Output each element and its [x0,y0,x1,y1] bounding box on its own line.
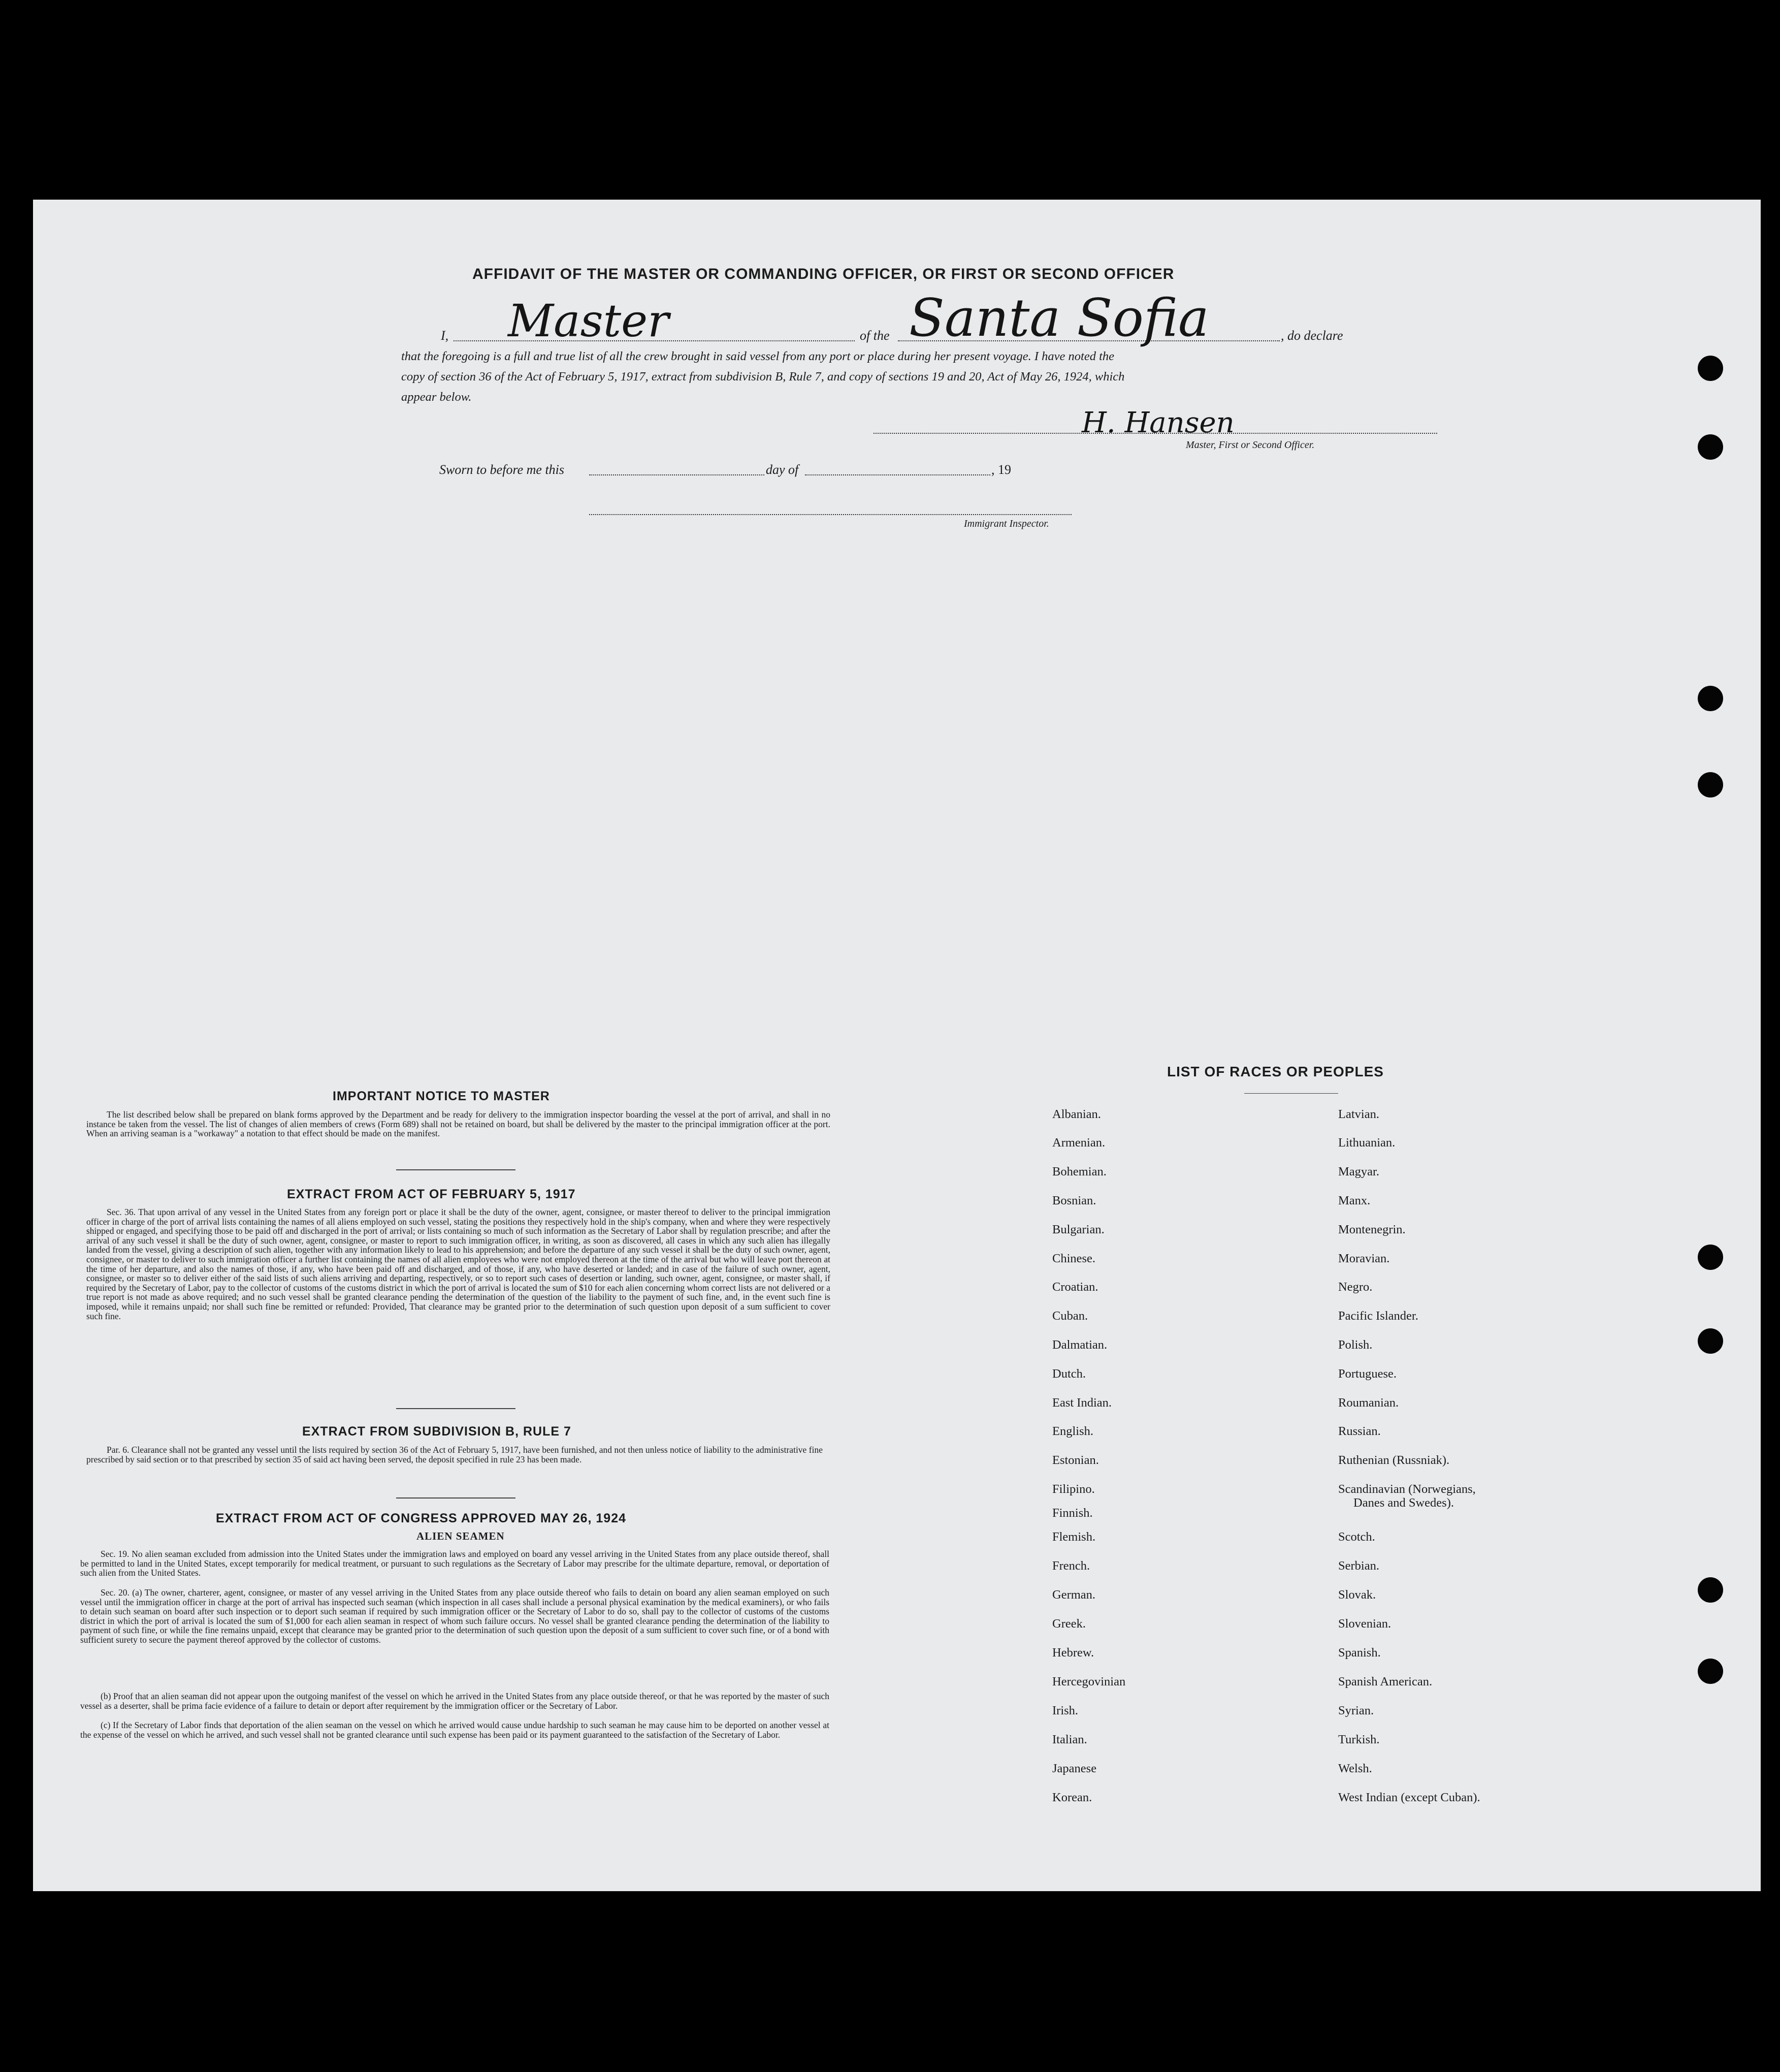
handwritten-vessel-name: Santa Sofia [909,288,1209,348]
race-item: West Indian (except Cuban). [1338,1791,1480,1804]
race-item: English. [1052,1424,1093,1438]
divider [1244,1093,1338,1094]
affidavit-body-line-2: that the foregoing is a full and true list of all the crew brought in said vessel from any port or place during her present voyage. I have noted the [401,349,1115,363]
races-heading: LIST OF RACES OR PEOPLES [1167,1064,1384,1079]
race-item: Dalmatian. [1052,1338,1108,1352]
race-item: Welsh. [1338,1762,1372,1775]
race-item: Lithuanian. [1338,1136,1396,1150]
race-item: Polish. [1338,1338,1373,1352]
affidavit-heading: AFFIDAVIT OF THE MASTER OR COMMANDING OFFICER, OR FIRST OR SECOND OFFICER [472,266,1175,282]
affidavit-do-declare: , do declare [1281,328,1343,343]
affidavit-of-the-label: of the [860,328,890,343]
race-item: Magyar. [1338,1165,1379,1178]
extract-1924-subheading: ALIEN SEAMEN [416,1530,505,1542]
extract-1924-sec19: Sec. 19. No alien seaman excluded from admission into the United States under the immigration laws and employed on board any vessel arriving in the United States from any place outside thereof, shall be permitted to land in the United States, except temporarily for medical treatment, or pursuant to such regulations as the Secretary of Labor may prescribe for the ultimate departure, removal, or deportation of such alien from the United States. [80,1549,829,1578]
binder-hole [1698,772,1723,798]
sworn-year: , 19 [991,462,1011,477]
extract-1924-sec20a: Sec. 20. (a) The owner, charterer, agent, consignee, or master of any vessel arriving in the United States from any place outside thereof who fails to detain on board any alien seaman employed on such vessel until the immigration officer in charge at the port of arrival has inspected such seaman (which inspection in all cases shall include a personal physical examination by the medical examiners), or who fails to detain such seaman on board after such inspection or to deport such seaman if required by such immigration officer or the Secretary of Labor to do so, shall pay to the collector of customs of the customs district in which the port of arrival is located the sum of $1,000 for each alien seaman in respect of whom such failure occurs. No vessel shall be granted clearance pending the determination of the liability to payment of such fine, or while the fine remains unpaid, except that clearance may be granted prior to the determination of such question upon the deposit of a sum sufficient to cover such fine, or of a bond with sufficient surety to secure the payment thereof approved by the collector of customs. [80,1587,829,1645]
race-item: Spanish. [1338,1646,1381,1660]
race-item: Danes and Swedes). [1353,1496,1454,1510]
inspector-caption: Immigrant Inspector. [964,518,1049,529]
divider [396,1497,515,1499]
extract-1924-sec20c: (c) If the Secretary of Labor finds that deportation of the alien seaman on the vessel on which he arrived would cause undue hardship to such seaman he may cause him to be deported on another vessel at the expense of the vessel on which he arrived, and such vessel shall not be granted clearance until such expense has been paid or its payment guaranteed to the satisfaction of the Secretary of Labor. [80,1720,829,1740]
race-item: Scotch. [1338,1530,1375,1544]
divider [396,1169,515,1170]
race-item: Scandinavian (Norwegians, [1338,1482,1476,1496]
race-item: Bosnian. [1052,1194,1096,1207]
extract-1924-heading: EXTRACT FROM ACT OF CONGRESS APPROVED MAY 26, 1924 [216,1511,627,1525]
race-item: Slovak. [1338,1588,1376,1602]
notice-text: The list described below shall be prepared on blank forms approved by the Department and be ready for delivery to the immigration inspector boarding the vessel at the port of arrival, and shall in no instance be taken from the vessel. The list of changes of alien members of crews (Form 689) shall not be retained on board, but shall be delivered by the master to the principal immigration officer at the port. When an arriving seaman is a "workaway" a notation to that effect should be made on the manifest. [86,1109,830,1139]
race-item: Italian. [1052,1733,1087,1746]
race-item: Croatian. [1052,1280,1098,1294]
race-item: Syrian. [1338,1704,1374,1717]
race-item: Turkish. [1338,1733,1380,1746]
race-item: Albanian. [1052,1107,1101,1121]
race-item: French. [1052,1559,1090,1573]
affidavit-body-line-4: appear below. [401,390,472,404]
race-item: Manx. [1338,1194,1371,1207]
race-item: Dutch. [1052,1367,1086,1381]
race-item: Chinese. [1052,1252,1096,1265]
race-item: Estonian. [1052,1453,1099,1467]
race-item: Serbian. [1338,1559,1379,1573]
extract-rule7-text: Par. 6. Clearance shall not be granted any vessel until the lists required by section 36 of the Act of February 5, 1917, have been furnished, and not then unless notice of liability to the administrative fine prescribed by said section or to that prescribed by section 35 of said act having been served, the deposit specified in rule 23 has been made. [86,1445,823,1464]
race-item: Russian. [1338,1424,1381,1438]
divider [396,1408,515,1409]
race-item: Bohemian. [1052,1165,1107,1178]
affidavit-i-label: I, [441,328,449,343]
race-item: Japanese [1052,1762,1097,1775]
race-item: Finnish. [1052,1506,1093,1520]
signature-caption: Master, First or Second Officer. [1186,439,1315,451]
race-item: Greek. [1052,1617,1086,1631]
handwritten-signature: H. Hansen [1082,406,1235,439]
race-item: Cuban. [1052,1309,1088,1323]
binder-hole [1698,1577,1723,1603]
handwritten-rank: Master [508,295,669,347]
race-item: East Indian. [1052,1396,1112,1410]
race-item: Pacific Islander. [1338,1309,1418,1323]
extract-1917-heading: EXTRACT FROM ACT OF FEBRUARY 5, 1917 [287,1187,576,1201]
sworn-day-label: day of [766,462,799,477]
race-item: Flemish. [1052,1530,1096,1544]
race-item: German. [1052,1588,1096,1602]
binder-hole [1698,434,1723,460]
race-item: Korean. [1052,1791,1092,1804]
race-item: Moravian. [1338,1252,1390,1265]
affidavit-body-line-3: copy of section 36 of the Act of February 5, 1917, extract from subdivision B, Rule 7, and copy of sections 19 and 20, Act of May 26, 1924, which [401,370,1125,384]
race-item: Slovenian. [1338,1617,1391,1631]
sworn-month-blank [805,474,990,475]
binder-hole [1698,1659,1723,1684]
extract-1917-text: Sec. 36. That upon arrival of any vessel in the United States from any foreign port or place it shall be the duty of the owner, agent, consignee, or master thereof to deliver to the principal immigration officer in charge of the port of arrival lists containing the names of all aliens employed on such vessel, stating the positions they respectively hold in the ship's company, when and where they were respectively shipped or engaged, and specifying those to be paid off and discharged in the port of arrival; or lists containing so much of such information as the Secretary of Labor shall by regulation prescribe; and after the arrival of any such vessel it shall be the duty of such owner, agent, consignee, or master to report to such immigration officer, in writing, as soon as discovered, all cases in which any such alien has illegally landed from the vessel, giving a description of such alien, together with any information likely to lead to his apprehension; and before the departure of any such vessel it shall be the duty of such owner, agent, consignee, or master to deliver to such immigration officer a further list containing the names of all alien employees who were not employed thereon at the time of the arrival but who will leave port thereon at the time of her departure, and also the names of those, if any, who have been paid off and discharged, and of those, if any, who have deserted or landed; and in case of the failure of such owner, agent, consignee, or master so to deliver either of the said lists of such aliens arriving and departing, respectively, or so to report such cases of desertion or landing, such owner, agent, consignee, or master shall, if required by the Secretary of Labor, pay to the collector of customs of the customs district in which the port of arrival is located the sum of $10 for each alien concerning whom correct lists are not delivered or a true report is not made as above required; and no such vessel shall be granted clearance pending the determination of the question of the liability to the payment of such fine, and, in the event such fine is imposed, while it remains unpaid; nor shall such fine be remitted or refunded: Provided, That clearance may be granted prior to the determination of such question upon deposit of a sum sufficient to cover such fine. [86,1207,830,1321]
inspector-signature-line [589,514,1072,515]
race-item: Spanish American. [1338,1675,1433,1688]
race-item: Irish. [1052,1704,1079,1717]
binder-hole [1698,356,1723,381]
race-item: Negro. [1338,1280,1373,1294]
race-item: Latvian. [1338,1107,1379,1121]
race-item: Filipino. [1052,1482,1095,1496]
race-item: Bulgarian. [1052,1223,1105,1236]
binder-hole [1698,1245,1723,1270]
race-item: Hebrew. [1052,1646,1094,1660]
sworn-prefix: Sworn to before me this [439,462,565,477]
binder-hole [1698,1328,1723,1354]
extract-1924-sec20b: (b) Proof that an alien seaman did not appear upon the outgoing manifest of the vessel on which he arrived in the United States from any place outside thereof, or that he was reported by the master of such vessel as a deserter, shall be prima facie evidence of a failure to detain or deport after requirement by the immigration officer or the Secretary of Labor. [80,1691,829,1711]
race-item: Hercegovinian [1052,1675,1126,1688]
race-item: Portuguese. [1338,1367,1397,1381]
extract-rule7-heading: EXTRACT FROM SUBDIVISION B, RULE 7 [302,1424,571,1439]
race-item: Montenegrin. [1338,1223,1406,1236]
race-item: Ruthenian (Russniak). [1338,1453,1450,1467]
race-item: Roumanian. [1338,1396,1399,1410]
binder-hole [1698,686,1723,711]
race-item: Armenian. [1052,1136,1106,1150]
sworn-day-blank [589,474,764,475]
